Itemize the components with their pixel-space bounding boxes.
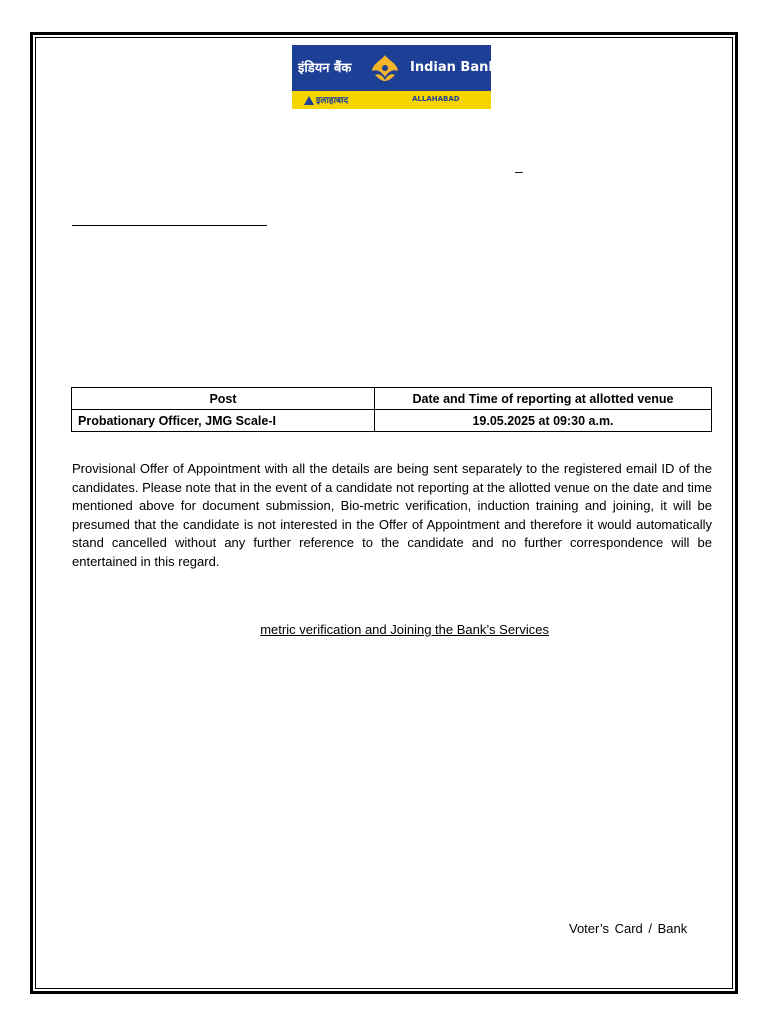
table-row [72,410,712,432]
logo-bottom-band [292,91,491,109]
cell-date-time: 19.05.2025 at 09:30 a.m. [375,410,712,432]
bank-logo [292,45,497,109]
triangle-icon [304,96,314,105]
header-post: Post [72,388,375,410]
section-heading: metric verification and Joining the Bank’s Services [260,622,549,637]
cell-post: Probationary Officer, JMG Scale-I [72,410,375,432]
logo-english-sub: ALLAHABAD [412,95,460,103]
logo-hindi-sub-text: इलाहाबाद [316,96,349,106]
instruction-paragraph: Provisional Offer of Appointment with all the details are being sent separately to the registered email ID of the candidates. Please note that in the event of a candidate not reporting at the allotted venue on the date and time mentioned above for document submission, Bio-metric verification, induction training and joining, it will be presumed that the candidate is not interested in the Offer of Appointment and therefore it would automatically stand cancelled without any further reference to the candidate and no further correspondence will be entertained in this regard. [72,461,712,569]
logo-english-name: Indian Bank [410,60,497,75]
underline-rule [72,225,267,226]
reporting-table [71,387,712,432]
header-date-time: Date and Time of reporting at allotted venue [375,388,712,410]
dash-mark: – [515,163,523,179]
document-list-text: Voter’s Card / Bank [569,921,688,936]
logo-top-band [292,45,497,91]
bank-emblem-icon [369,53,401,83]
table-header-row [72,388,712,410]
logo-hindi-name: इंडियन बैंक [298,61,352,76]
logo-hindi-sub [304,93,348,106]
